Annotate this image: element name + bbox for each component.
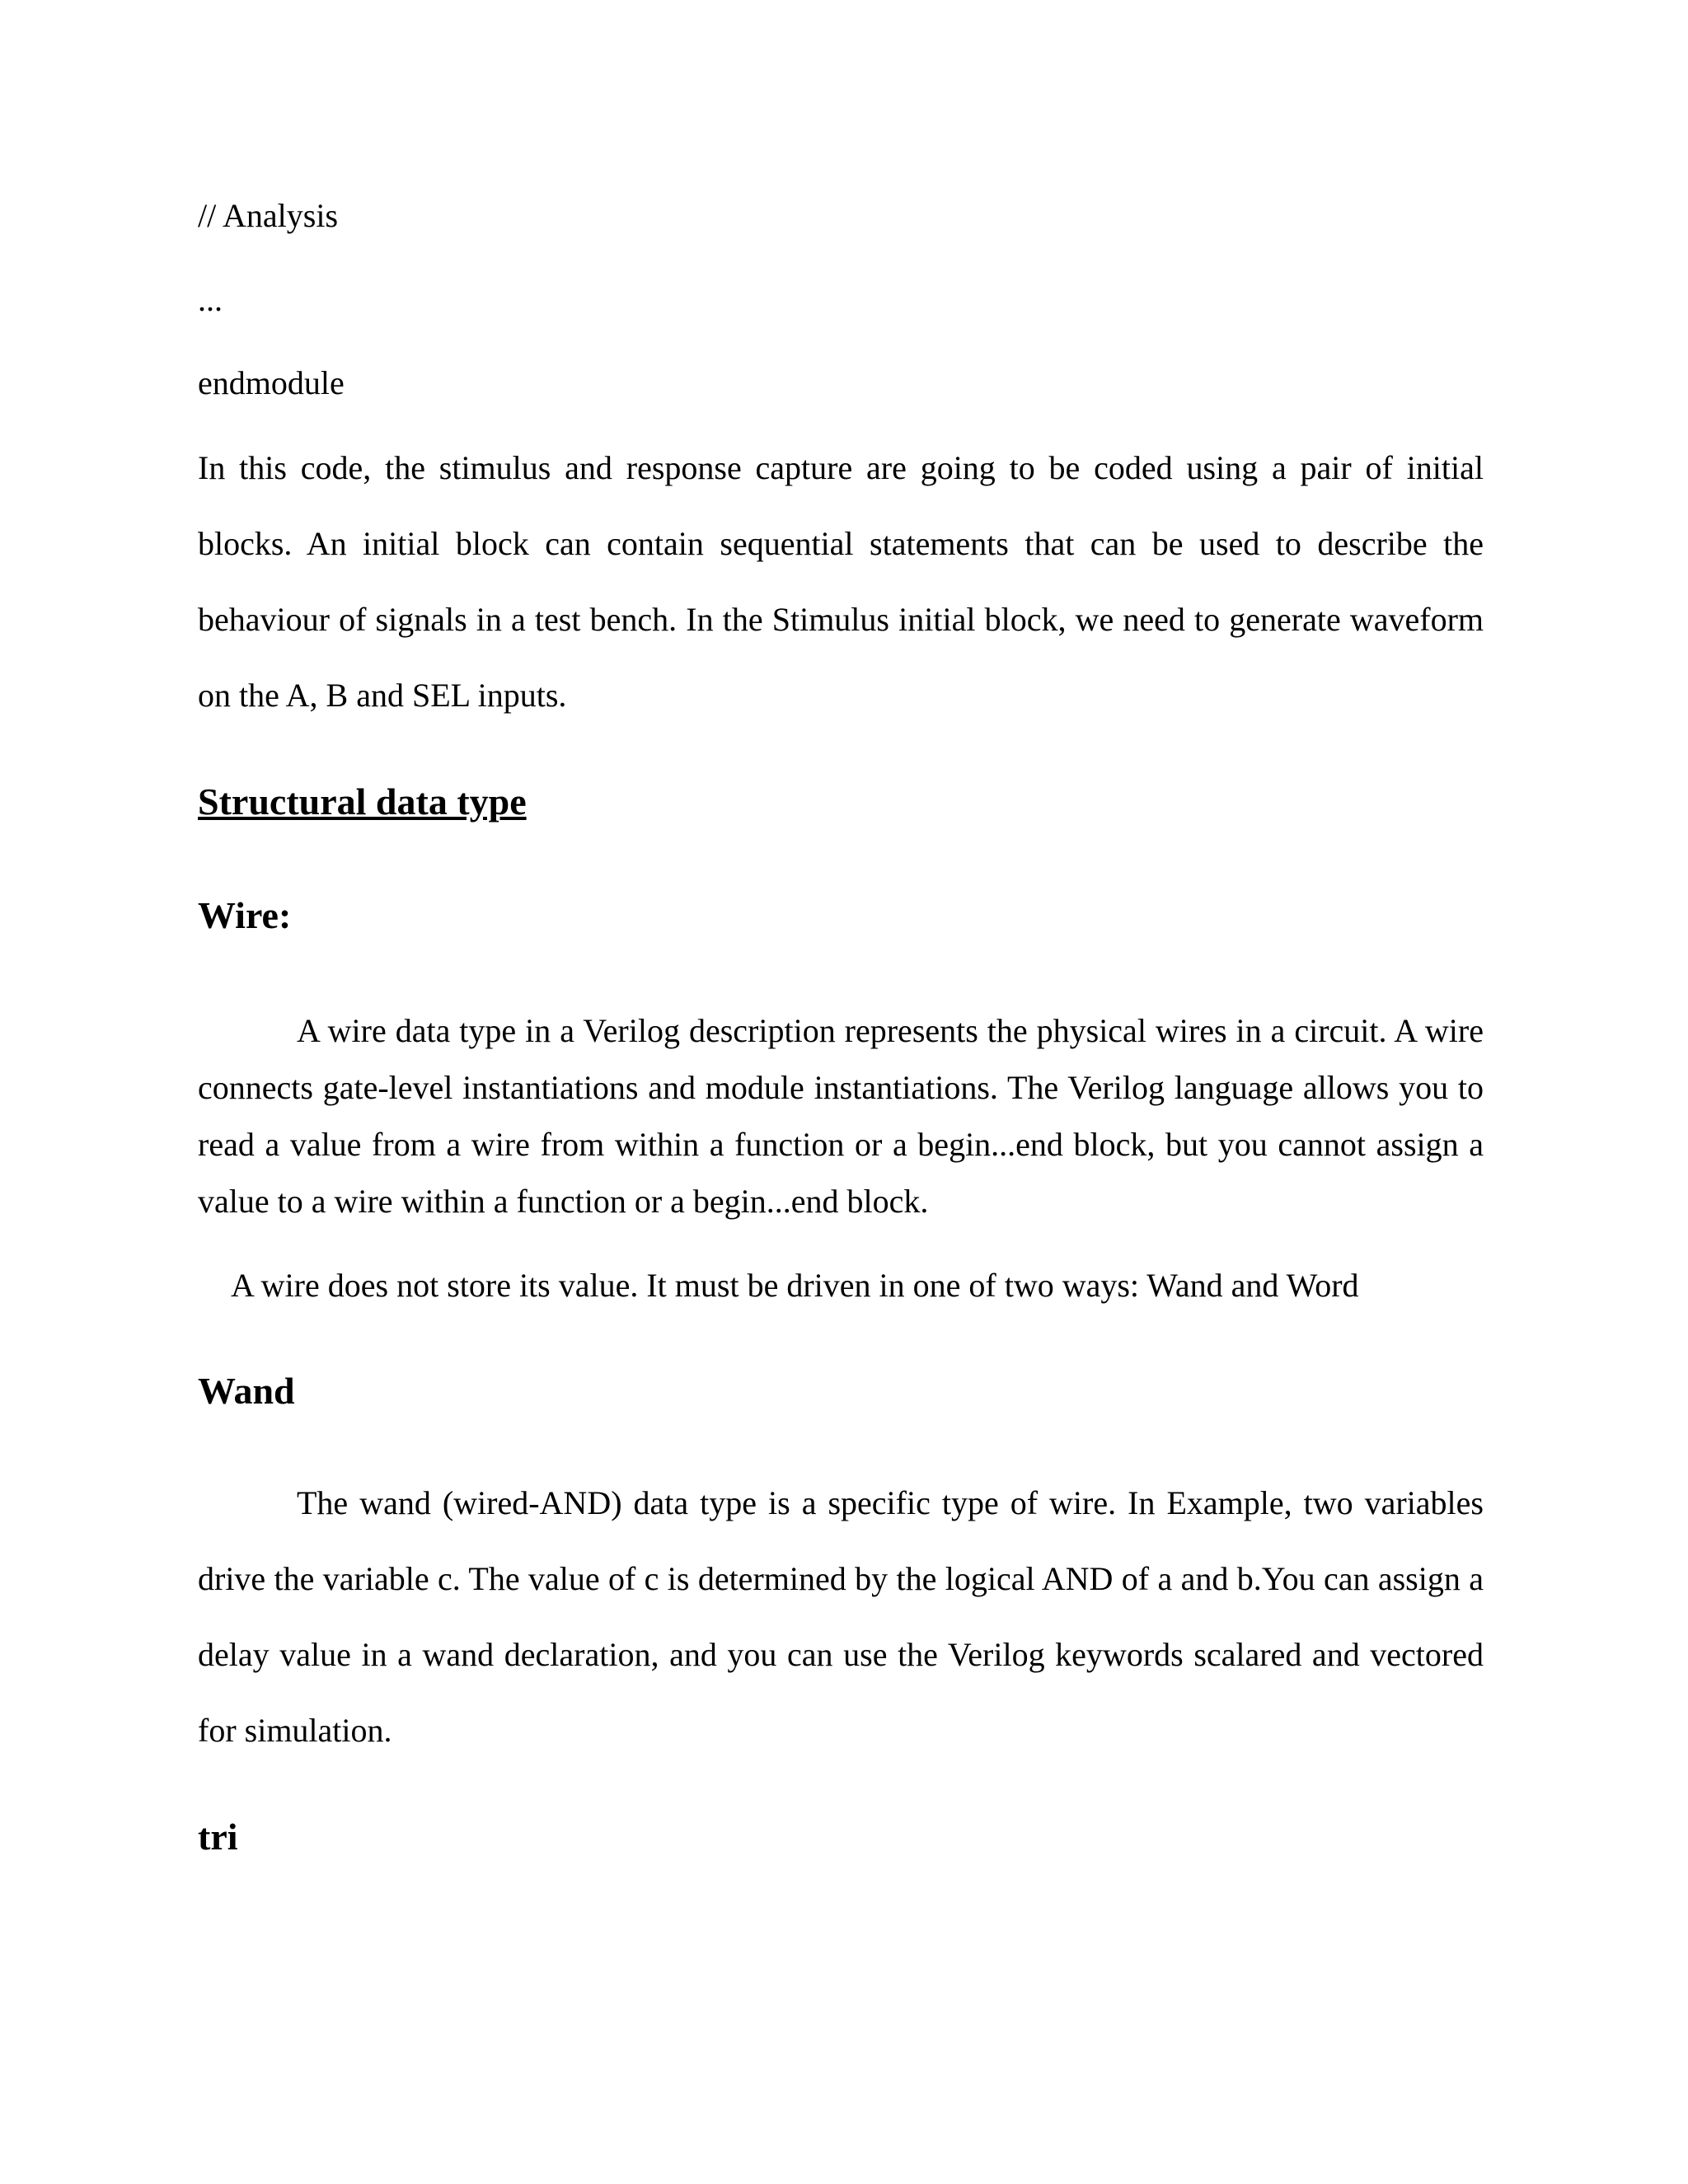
wire-heading: Wire: — [198, 894, 292, 936]
code-ellipsis: ... — [198, 281, 223, 318]
code-comment: // Analysis — [198, 197, 339, 234]
structural-data-type-heading: Structural data type — [198, 780, 527, 823]
wand-heading: Wand — [198, 1370, 295, 1412]
tri-heading: tri — [198, 1816, 238, 1858]
wand-paragraph: The wand (wired-AND) data type is a specific type of wire. In Example, two variables drive the variable c. The value of c is determined by the logical AND of a and b.You can assign a delay value in a wand declaration, and you can use the Verilog keywords scalared and vectored for simulation. — [198, 1484, 1484, 1749]
wire-paragraph: A wire data type in a Verilog description represents the physical wires in a circuit. A wire connects gate-level instantiations and module instantiations. The Verilog language allows you to read a value from a wire from within a function or a begin...end block, but you cannot assign a value to a wire within a function or a begin...end block. — [198, 1012, 1484, 1220]
code-endmodule: endmodule — [198, 364, 345, 401]
intro-paragraph: In this code, the stimulus and response capture are going to be coded using a pair of initial blocks. An initial block can contain sequential statements that can be used to describe the behaviour of signals in a test bench. In the Stimulus initial block, we need to generate waveform on the A, B and SEL inputs. — [198, 449, 1484, 714]
wire-note: A wire does not store its value. It must be driven in one of two ways: Wand and Word — [231, 1267, 1359, 1304]
